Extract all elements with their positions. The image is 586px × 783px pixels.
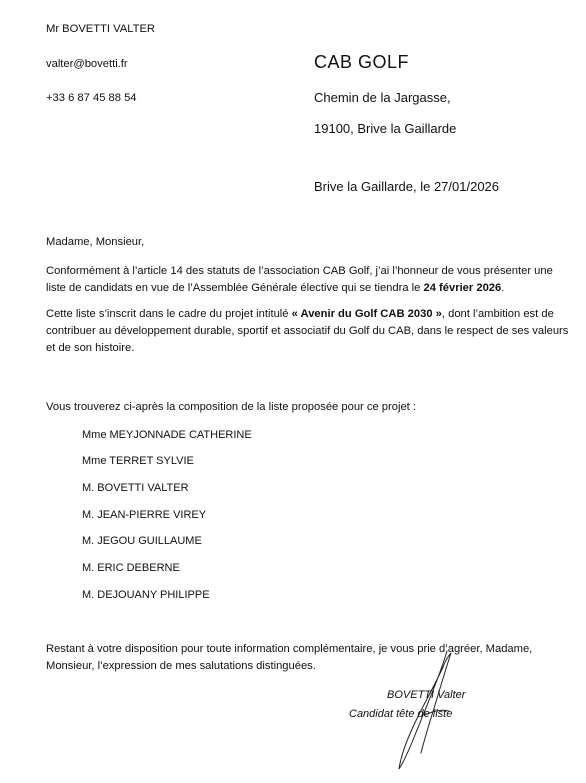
paragraph-statutes-text: Conformément à l’article 14 des statuts de l’association CAB Golf, j’ai l’honneur de vous présenter une liste de candidats en vue de l’Assemblée Générale élective qui se tiendra le	[46, 265, 553, 294]
paragraph-project-end: , dont l’ambition est de contribuer au développement durable, sportif et associatif du Golf du CAB, dans le respect de ses valeurs et de son histoire.	[46, 308, 569, 354]
paragraph-statutes-end: .	[501, 282, 505, 294]
candidate-item: M. JEGOU GUILLAUME	[82, 535, 202, 547]
assembly-date: 24 février 2026	[423, 282, 502, 294]
signature-role: Candidat tête de liste	[349, 708, 453, 720]
recipient-org: CAB GOLF	[314, 52, 410, 72]
candidate-item: M. BOVETTI VALTER	[82, 482, 189, 494]
closing-formula: Restant à votre disposition pour toute information complémentaire, je vous prie d’agréer, Madame, Monsieur, l’expression de mes salutations distinguées.	[46, 643, 533, 672]
paragraph-project	[46, 306, 571, 357]
project-title: « Avenir du Golf CAB 2030 »	[291, 308, 442, 320]
candidate-item: Mme TERRET SYLVIE	[82, 455, 194, 467]
place-date: Brive la Gaillarde, le 27/01/2026	[314, 179, 500, 194]
paragraph-project-text: Cette liste s’inscrit dans le cadre du projet intitulé	[46, 308, 292, 320]
list-intro: Vous trouverez ci-après la composition de la liste proposée pour ce projet :	[46, 401, 417, 413]
candidate-item: M. ERIC DEBERNE	[82, 562, 180, 574]
paragraph-statutes	[46, 263, 571, 297]
sender-email: valter@bovetti.fr	[46, 58, 128, 70]
candidate-item: M. JEAN-PIERRE VIREY	[82, 509, 207, 521]
candidate-item: M. DEJOUANY PHILIPPE	[82, 589, 210, 601]
recipient-address-line1: Chemin de la Jargasse,	[314, 90, 451, 105]
sender-name: Mr BOVETTI VALTER	[46, 23, 155, 35]
signature-name: BOVETTI Valter	[387, 689, 466, 701]
sender-phone: +33 6 87 45 88 54	[46, 92, 137, 104]
candidate-item: Mme MEYJONNADE CATHERINE	[82, 429, 252, 441]
salutation: Madame, Monsieur,	[46, 236, 145, 248]
recipient-address-line2: 19100, Brive la Gaillarde	[314, 121, 457, 136]
